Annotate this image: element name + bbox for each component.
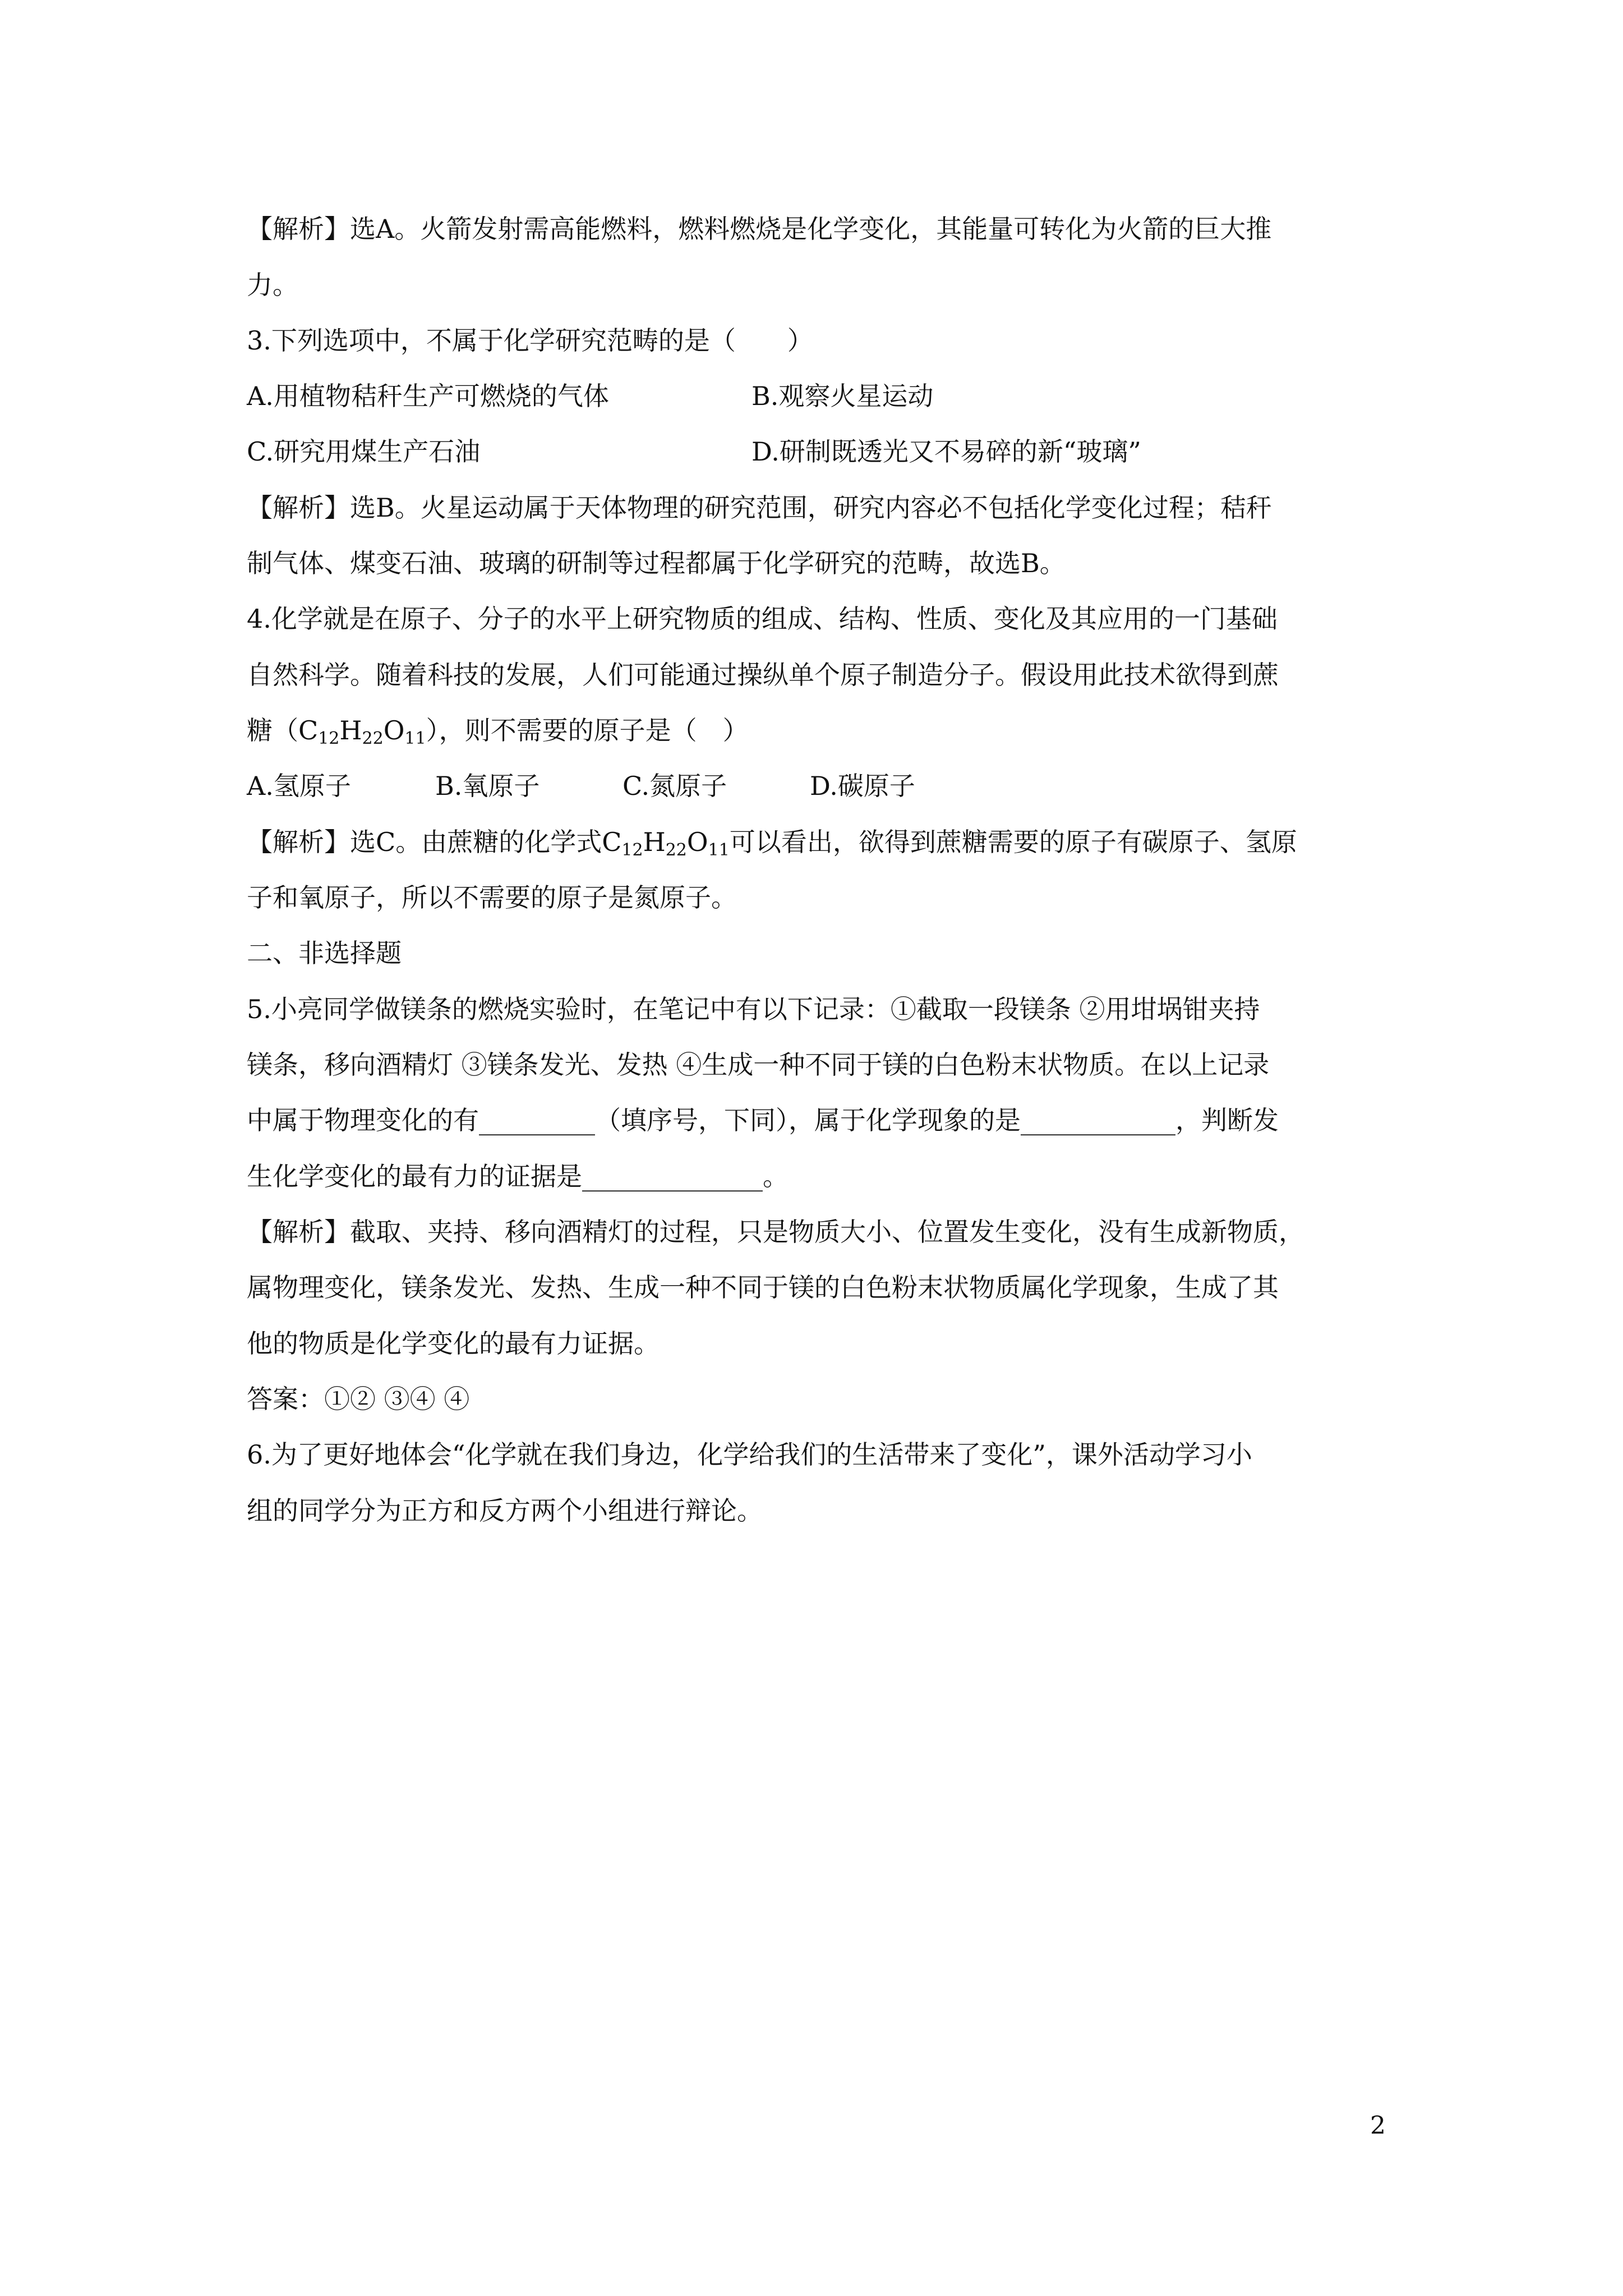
q4-option-c: C.氮原子 [623, 771, 727, 801]
q5-analysis-line-3: 他的物质是化学变化的最有力证据。 [247, 1328, 660, 1359]
q4-formula-o-subscript: 11 [404, 729, 426, 748]
q3-options-row-1 [247, 379, 934, 413]
q4-formula-prefix: 糖（C [247, 715, 319, 746]
page-number: 2 [1370, 2111, 1386, 2140]
question-4-stem-line-2: 自然科学。随着科技的发展，人们可能通过操纵单个原子制造分子。假设用此技术欲得到蔗 [247, 660, 1279, 690]
question-5-line-2: 镁条，移向酒精灯 ③镁条发光、发热 ④生成一种不同于镁的白色粉末状物质。在以上记录 [247, 1050, 1270, 1080]
q4-analysis-c-subscript: 12 [621, 840, 643, 860]
q4-analysis-o: O [686, 827, 708, 857]
section-heading-non-choice: 二、非选择题 [247, 938, 402, 968]
q5-analysis-line-2: 属物理变化，镁条发光、发热、生成一种不同于镁的白色粉末状物质属化学现象，生成了其 [247, 1272, 1279, 1303]
q4-option-b: B.氧原子 [435, 771, 540, 801]
q4-formula-suffix: ），则不需要的原子是（ ） [426, 715, 749, 746]
q3-option-d: D.研制既透光又不易碎的新“玻璃” [751, 436, 1141, 467]
q2-analysis-line-2: 力。 [247, 270, 298, 300]
q4-analysis-prefix: 【解析】选C。由蔗糖的化学式C [247, 827, 622, 857]
question-5-line-3: 中属于物理变化的有_________（填序号，下同），属于化学现象的是____________，判断发 [247, 1105, 1279, 1135]
q4-options-row [247, 769, 915, 803]
question-6-line-1: 6.为了更好地体会“化学就在我们身边，化学给我们的生活带来了变化”，课外活动学习小 [247, 1439, 1252, 1470]
q2-analysis-line-1: 【解析】选A。火箭发射需高能燃料，燃料燃烧是化学变化，其能量可转化为火箭的巨大推 [247, 214, 1272, 244]
q4-option-a: A.氢原子 [247, 771, 351, 801]
q4-formula-o: O [383, 715, 405, 746]
q5-analysis-line-1: 【解析】截取、夹持、移向酒精灯的过程，只是物质大小、位置发生变化，没有生成新物质， [247, 1217, 1304, 1247]
question-4-stem-line-3 [247, 714, 749, 756]
q4-formula-h: H [339, 715, 362, 746]
q4-analysis-suffix: 可以看出，欲得到蔗糖需要的原子有碳原子、氢原 [729, 827, 1297, 857]
question-5-line-1: 5.小亮同学做镁条的燃烧实验时，在笔记中有以下记录：①截取一段镁条 ②用坩埚钳夹持 [247, 994, 1260, 1024]
q3-analysis-line-2: 制气体、煤变石油、玻璃的研制等过程都属于化学研究的范畴，故选B。 [247, 548, 1066, 578]
q4-analysis-h-subscript: 22 [665, 840, 687, 860]
q4-analysis-line-1 [247, 825, 1297, 867]
q3-analysis-line-1: 【解析】选B。火星运动属于天体物理的研究范围，研究内容必不包括化学变化过程；秸秆 [247, 493, 1272, 523]
question-4-stem-line-1: 4.化学就是在原子、分子的水平上研究物质的组成、结构、性质、变化及其应用的一门基础 [247, 604, 1278, 634]
q5-answer: 答案：①② ③④ ④ [247, 1384, 470, 1414]
q4-option-d: D.碳原子 [810, 771, 915, 801]
question-5-line-4: 生化学变化的最有力的证据是______________。 [247, 1161, 789, 1191]
q3-option-b: B.观察火星运动 [751, 381, 934, 411]
q3-options-row-2 [247, 435, 1141, 468]
question-3-stem: 3.下列选项中，不属于化学研究范畴的是（ ） [247, 325, 813, 356]
q4-formula-c-subscript: 12 [318, 729, 340, 748]
q4-formula-h-subscript: 22 [362, 729, 384, 748]
q4-analysis-o-subscript: 11 [708, 840, 730, 860]
q3-option-a: A.用植物秸秆生产可燃烧的气体 [247, 381, 609, 411]
question-6-line-2: 组的同学分为正方和反方两个小组进行辩论。 [247, 1496, 763, 1526]
q4-analysis-h: H [643, 827, 666, 857]
q3-option-c: C.研究用煤生产石油 [247, 436, 481, 467]
q4-analysis-line-2: 子和氧原子，所以不需要的原子是氮原子。 [247, 882, 737, 913]
